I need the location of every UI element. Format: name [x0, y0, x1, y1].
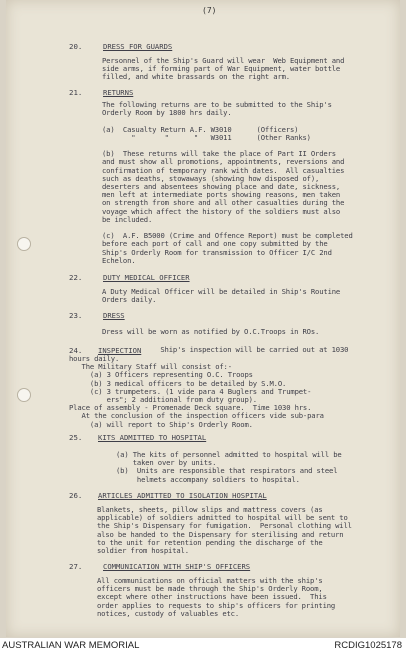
section-20-number: 20. [69, 42, 83, 51]
document-page [6, 0, 400, 637]
section-23-heading: DRESS [103, 311, 125, 320]
section-24-heading-tail: Ship's inspection will be carried out at 1030 [152, 345, 349, 354]
section-25-body: (a) The kits of personnel admitted to hospital will be taken over by units. (b) Units are responsible that respirators and steel helmets accompany soldiers to hospital. [116, 450, 342, 484]
section-26-heading: ARTICLES ADMITTED TO ISOLATION HOSPITAL [98, 491, 267, 500]
section-24-heading: INSPECTION [98, 346, 142, 355]
section-23-number: 23. [69, 311, 83, 320]
section-20-body: Personnel of the Ship's Guard will wear Web Equipment and side arms, if forming part of War Equipment, water bottle filled, and white brassards on the right arm. [102, 56, 345, 82]
section-26-number: 26. [69, 491, 83, 500]
punch-hole-bottom [17, 388, 31, 402]
section-27-body: All communications on official matters with the ship's officers must be made through the Ship's Orderly Room, except where other instructions have been issued. This order applies to requests to ship's officers for printing notices, custody of valuables etc. [97, 576, 336, 618]
section-22-number: 22. [69, 273, 83, 282]
page-number: (7) [202, 6, 217, 15]
footer-reference-id: RCDIG1025178 [334, 640, 402, 651]
punch-hole-top [17, 237, 31, 251]
section-20-heading: DRESS FOR GUARDS [103, 42, 173, 51]
footer-institution: AUSTRALIAN WAR MEMORIAL [2, 640, 140, 651]
section-27-number: 27. [69, 562, 83, 571]
section-22-heading: DUTY MEDICAL OFFICER [103, 273, 190, 282]
section-24-number: 24. [69, 346, 83, 355]
section-22-body: A Duty Medical Officer will be detailed in Ship's Routine Orders daily. [102, 287, 341, 305]
section-27-heading: COMMUNICATION WITH SHIP'S OFFICERS [103, 562, 251, 571]
section-25-number: 25. [69, 433, 83, 442]
section-21-heading: RETURNS [103, 88, 134, 97]
archive-footer [0, 638, 406, 654]
section-25-heading: KITS ADMITTED TO HOSPITAL [98, 433, 207, 442]
section-26-body: Blankets, sheets, pillow slips and mattress covers (as applicable) of soldiers admitted to hospital will be sent to the Ship's Dispensary for fumigation. Personal clothing will also be handed to the Dispensary for sterilising and return to the unit for retention pending the discharge of the soldier from hospital. [97, 505, 352, 556]
section-21-body: The following returns are to be submitted to the Ship's Orderly Room by 1800 hrs daily. (a) Casualty Return A.F. W3010 (Officers) " " " W3011 (Other Ranks) (b) These returns will take the place of Part II Orders and must show all promotions, appointments, reversions and confirmation of temporary rank with dates. All casualties such as deaths, stowaways (showing how disposed of), deserters and absentees showing place and date, sickness, men left at intermediate ports showing reasons, men taken on strength from shore and all other casualties during the voyage which affect the history of the soldiers must also be included. (c) A.F. B5000 (Crime and Offence Report) must be completed before each port of call and one copy submitted by the Ship's Orderly Room for transmission to Officer I/C 2nd Echelon. [102, 100, 353, 265]
section-23-body: Dress will be worn as notified by O.C.Troops in ROs. [102, 327, 320, 336]
section-21-number: 21. [69, 88, 83, 97]
section-24-body: hours daily. The Military Staff will consist of:- (a) 3 Officers representing O.C. Troops (b) 3 medical officers to be detailed by S.M.O. (c) 3 trumpeters. (1 vide para 4 Buglers and Trumpet- ers"; 2 additional from duty group). Place of assembly - Promenade Deck square. Time 1030 hrs. At the conclusion of the inspection officers vide sub-para (a) will report to Ship's Orderly Room. [69, 354, 324, 429]
